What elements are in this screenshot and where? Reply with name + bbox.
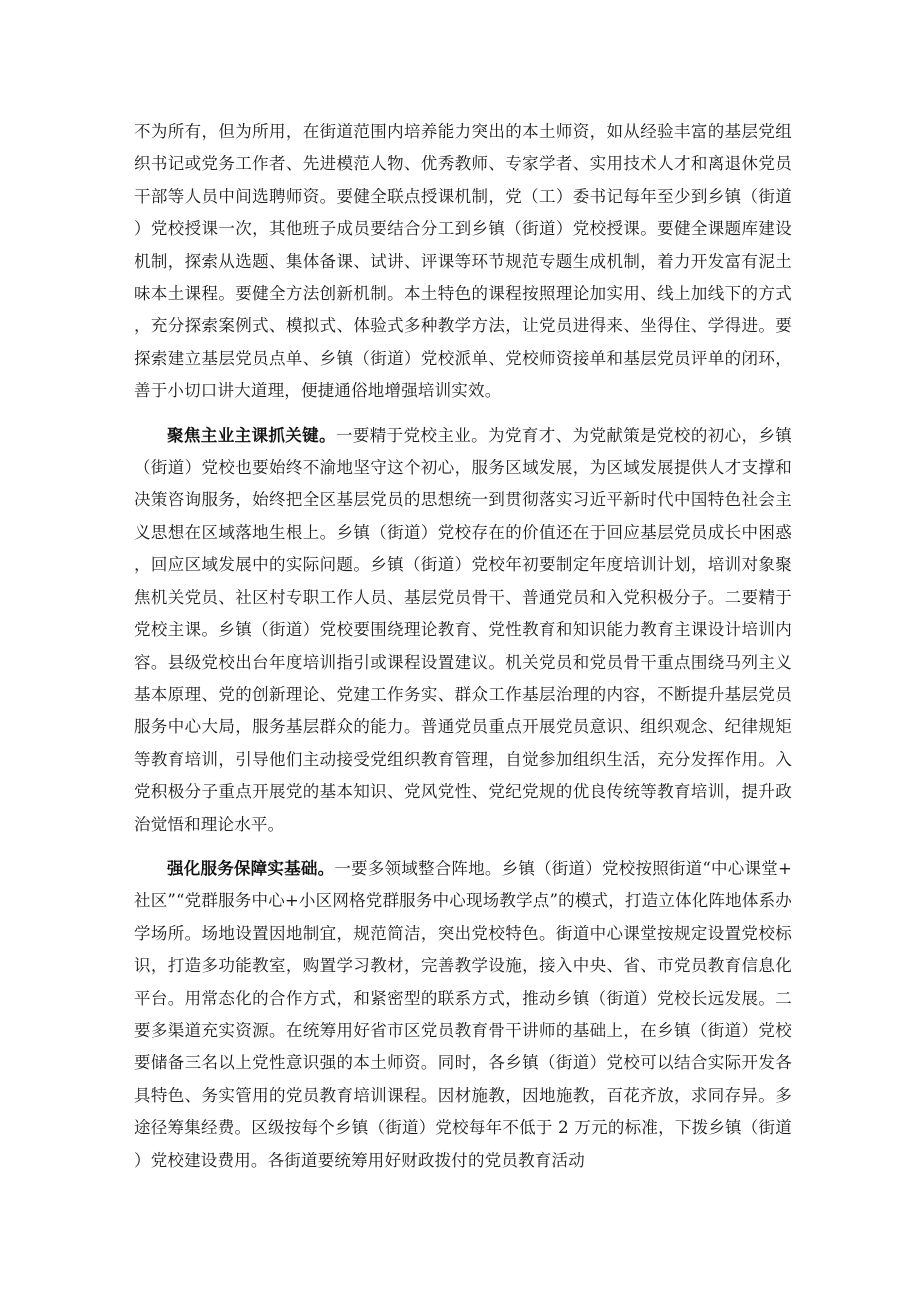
paragraph-continuation: [134, 116, 792, 408]
document-body: [134, 116, 792, 1189]
paragraph-text: 不为所有，但为所用，在街道范围内培养能力突出的本土师资，如从经验丰富的基层党组织书记或党务工作者、先进模范人物、优秀教师、专家学者、实用技术人才和离退休党员干部等人员中间选聘师资。要健全联点授课机制，党（工）委书记每年至少到乡镇（街道）党校授课一次，其他班子成员要结合分工到乡镇（街道）党校授课。要健全课题库建设机制，探索从选题、集体备课、试讲、评课等环节规范专题生成机制，着力开发富有泥土味本土课程。要健全方法创新机制。本土特色的课程按照理论加实用、线上加线下的方式，充分探索案例式、模拟式、体验式多种教学方法，让党员进得来、坐得住、学得进。要探索建立基层党员点单、乡镇（街道）党校派单、党校师资接单和基层党员评单的闭环，善于小切口讲大道理，便捷通俗地增强培训实效。: [134, 122, 792, 401]
paragraph-service-guarantee: [134, 853, 792, 1177]
section-heading: 强化服务保障实基础。: [167, 858, 335, 878]
paragraph-core-curriculum: [134, 420, 792, 841]
section-heading: 聚焦主业主课抓关键。: [167, 425, 336, 445]
paragraph-text: 一要精于党校主业。为党育才、为党献策是党校的初心，乡镇（街道）党校也要始终不渝地坚守这个初心，服务区域发展，为区域发展提供人才支撑和决策咨询服务，始终把全区基层党员的思想统一到贯彻落实习近平新时代中国特色社会主义思想在区域落地生根上。乡镇（街道）党校存在的价值还在于回应基层党员成长中困惑，回应区域发展中的实际问题。乡镇（街道）党校年初要制定年度培训计划，培训对象聚焦机关党员、社区村专职工作人员、基层党员骨干、普通党员和入党积极分子。二要精于党校主课。乡镇（街道）党校要围绕理论教育、党性教育和知识能力教育主课设计培训内容。县级党校出台年度培训指引或课程设置建议。机关党员和党员骨干重点围绕马列主义基本原理、党的创新理论、党建工作务实、群众工作基层治理的内容，不断提升基层党员服务中心大局，服务基层群众的能力。普通党员重点开展党员意识、组织观念、纪律规矩等教育培训，引导他们主动接受党组织教育管理，自觉参加组织生活，充分发挥作用。入党积极分子重点开展党的基本知识、党风党性、党纪党规的优良传统等教育培训，提升政治觉悟和理论水平。: [134, 425, 793, 834]
paragraph-text: 一要多领域整合阵地。乡镇（街道）党校按照街道“中心课堂+社区”“党群服务中心+小区网格党群服务中心现场教学点”的模式，打造立体化阵地体系办学场所。场地设置因地制宜，规范简洁，突出党校特色。街道中心课堂按规定设置党校标识，打造多功能教室，购置学习教材，完善教学设施，接入中央、省、市党员教育信息化平台。用常态化的合作方式，和紧密型的联系方式，推动乡镇（街道）党校长远发展。二要多渠道充实资源。在统筹用好省市区党员教育骨干讲师的基础上，在乡镇（街道）党校要储备三名以上党性意识强的本土师资。同时，各乡镇（街道）党校可以结合实际开发各具特色、务实管用的党员教育培训课程。因材施教，因地施教，百花齐放，求同存异。多途径筹集经费。区级按每个乡镇（街道）党校每年不低于 2 万元的标准，下拨乡镇（街道）党校建设费用。各街道要统筹用好财政拨付的党员教育活动: [134, 858, 792, 1170]
